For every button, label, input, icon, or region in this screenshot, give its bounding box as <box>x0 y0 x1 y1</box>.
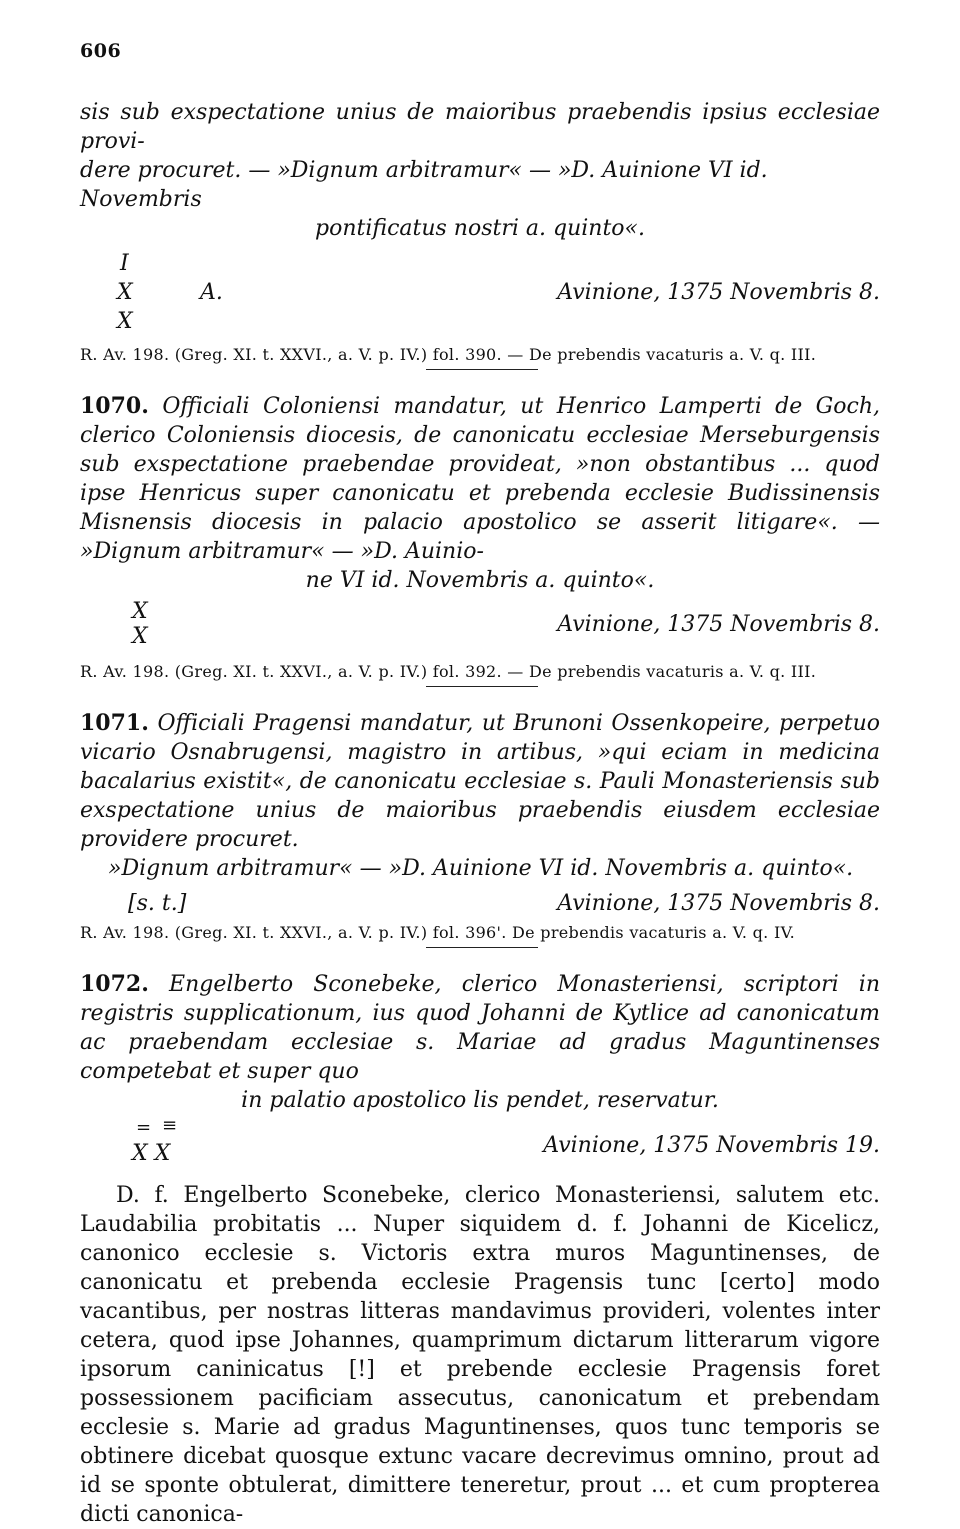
date-line: Avinione, 1375 Novembris 8. <box>557 612 880 637</box>
archive-reference: R. Av. 198. (Greg. XI. t. XXVI., a. V. p. IV.) fol. 390. — De prebendis vacaturis a. V. q. III. <box>80 345 817 364</box>
mark-top: I <box>120 251 129 276</box>
entry-number: 1072. <box>80 971 149 997</box>
marks-row <box>80 889 880 918</box>
marks-row <box>80 249 880 278</box>
archive-reference: R. Av. 198. (Greg. XI. t. XXVI., a. V. p. IV.) fol. 392. — De prebendis vacaturis a. V. q. III. <box>80 662 817 681</box>
intro-center-line: pontificatus nostri a. quinto«. <box>315 216 645 241</box>
intro-section <box>80 98 880 370</box>
separator-rule <box>426 947 538 948</box>
entry-text: Engelberto Sconebeke, clerico Monasteriensi, scriptori in registris supplicationum, ius quod Johanni de Kytlice ad canonicatum ac praebendam ecclesiae s. Mariae ad gradus Maguntinenses competebat et super quo <box>80 972 880 1084</box>
mark-left: X X <box>132 1141 171 1166</box>
entry-number: 1071. <box>80 710 149 736</box>
mark-mid: X <box>117 280 133 305</box>
entry-text: Officiali Pragensi mandatur, ut Brunoni Ossenkopeire, perpetuo vicario Osnabrugensi, magistro in artibus, »qui eciam in medicina bacalarius existit«, de canonicatu ecclesiae s. Pauli Monasteriensis sub exspectatione unius de maioribus praebendis eiusdem ecclesiae providere procuret. <box>80 711 880 852</box>
intro-line: sis sub exspectatione unius de maioribus praebendis ipsius ecclesiae provi- <box>80 100 880 154</box>
date-line: Avinione, 1375 Novembris 8. <box>557 280 880 305</box>
archive-reference: R. Av. 198. (Greg. XI. t. XXVI., a. V. p. IV.) fol. 396'. De prebendis vacaturis a. V. q. IV. <box>80 923 796 942</box>
page-number: 606 <box>80 40 122 62</box>
entry-center-line: ne VI id. Novembris a. quinto«. <box>305 568 655 593</box>
entry-1071 <box>80 709 880 948</box>
letter-body: D. f. Engelberto Sconebeke, clerico Monasteriensi, salutem etc. Laudabilia probitatis ... Nuper siquidem d. f. Johanni de Kicelicz, canonico ecclesie s. Victoris extra muros Maguntinenses, de canonicatu et prebenda ecclesie Pragensis tunc [certo] modo vacantibus, per nostras litteras mandavimus provideri, volentes inter cetera, quod ipse Johannes, quamprimum dictarum litterarum vigore ipsorum caninicatus [!] et prebende ecclesie Pragensis foret possessionem pacificiam assecutus, canonicatum et prebendam ecclesie s. Marie ad gradus Maguntinenses, quos tunc temporis se obtinere dicebat quosque extunc vacare decrevimus omnino, prout ad id se sponte obtulerat, dimittere teneretur, prout ... et cum propterea dicti canonica- <box>80 1183 880 1527</box>
entry-text: Officiali Coloniensi mandatur, ut Henrico Lamperti de Goch, clerico Coloniensis diocesis, de canonicatu ecclesiae Merseburgensis sub exspectatione praebendae provideat, »non obstantibus ... quod ipse Henricus super canonicatu et prebenda ecclesie Budissinensis Misnensis diocesis in palacio apostolico se asserit litigare«. — »Dignum arbitramur« — »D. Auinio- <box>80 394 880 564</box>
mark-top: X <box>132 599 148 624</box>
date-line: Avinione, 1375 Novembris 19. <box>543 1133 880 1158</box>
entry-center-line: in palatio apostolico lis pendet, reservatur. <box>241 1088 719 1113</box>
marks-row <box>80 612 880 651</box>
mark-bottom: X <box>117 309 133 334</box>
intro-line: dere procuret. — »Dignum arbitramur« — »D. Auinione VI id. Novembris <box>80 158 768 212</box>
separator-rule <box>426 369 538 370</box>
separator-rule <box>426 686 538 687</box>
entry-indent-line: »Dignum arbitramur« — »D. Auinione VI id. Novembris a. quinto«. <box>108 856 854 881</box>
mark-bars-2: ≡ <box>162 1115 178 1136</box>
entry-1072 <box>80 970 880 1529</box>
marks-row <box>80 278 880 307</box>
document-page <box>80 40 880 1529</box>
date-line: Avinione, 1375 Novembris 8. <box>557 891 880 916</box>
mark-left: [s. t.] <box>128 891 187 916</box>
marks-row <box>80 307 880 336</box>
mark-bottom: X <box>132 624 148 649</box>
mark-mid-right: A. <box>200 280 223 305</box>
marks-block <box>80 1115 880 1173</box>
mark-bars-1: = <box>136 1117 152 1138</box>
entry-number: 1070. <box>80 393 149 419</box>
entry-1070 <box>80 392 880 687</box>
